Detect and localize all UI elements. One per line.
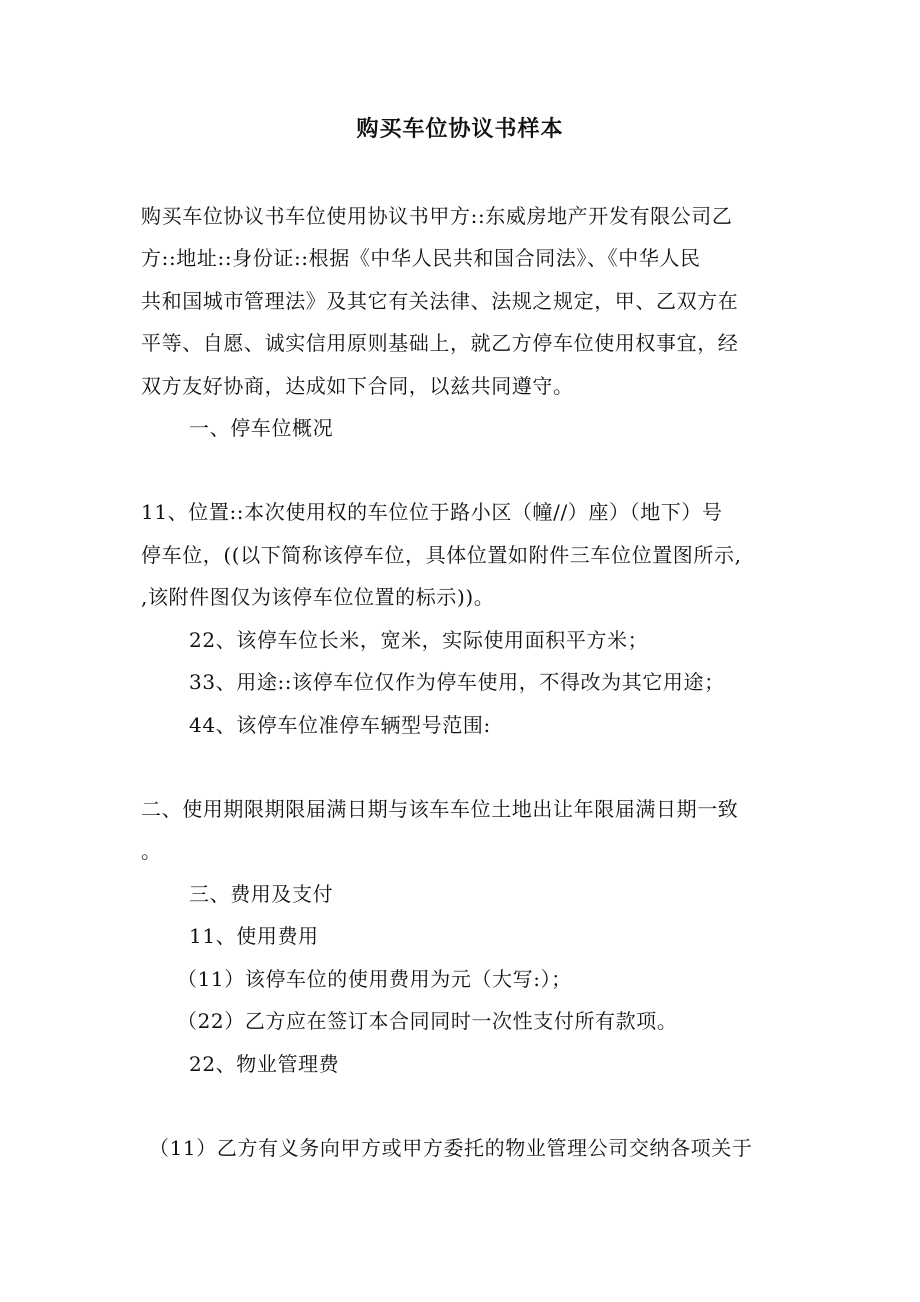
paragraph-line: ,该附件图仅为该停车位位置的标示))。 bbox=[141, 585, 495, 609]
paragraph-line: 购买车位协议书车位使用协议书甲方::东威房地产开发有限公司乙 bbox=[141, 204, 733, 228]
section-heading: 一、停车位概况 bbox=[189, 416, 334, 440]
section-heading: 二、使用期限期限届满日期与该车车位土地出让年限届满日期一致 bbox=[141, 797, 739, 821]
paragraph-line: 方::地址::身份证::根据《中华人民共和国合同法》、《中华人民 bbox=[141, 246, 701, 270]
paragraph-line: 双方友好协商，达成如下合同，以兹共同遵守。 bbox=[141, 374, 574, 398]
paragraph-line: （11）乙方有义务向甲方或甲方委托的物业管理公司交纳各项关于 bbox=[149, 1136, 753, 1160]
paragraph-line: 停车位，((以下简称该停车位，具体位置如附件三车位位置图所示, bbox=[141, 543, 742, 567]
paragraph-line: （22）乙方应在签订本合同同时一次性支付所有款项。 bbox=[177, 1009, 678, 1033]
paragraph-line: 。 bbox=[141, 839, 162, 863]
paragraph-line: 共和国城市管理法》及其它有关法律、法规之规定，甲、乙双方在 bbox=[141, 289, 739, 313]
section-heading: 三、费用及支付 bbox=[189, 882, 334, 906]
paragraph-line: （11）该停车位的使用费用为元（大写:）； bbox=[177, 967, 572, 991]
paragraph-line: 11、使用费用 bbox=[189, 924, 319, 948]
paragraph-line: 22、该停车位长米，宽米，实际使用面积平方米； bbox=[189, 628, 649, 652]
paragraph-line: 22、物业管理费 bbox=[189, 1052, 340, 1076]
paragraph-line: 平等、自愿、诚实信用原则基础上，就乙方停车位使用权事宜，经 bbox=[141, 331, 739, 355]
paragraph-line: 11、位置::本次使用权的车位位于路小区（幢//）座）（地下）号 bbox=[141, 500, 723, 524]
paragraph-line: 44、该停车位准停车辆型号范围: bbox=[189, 713, 491, 737]
paragraph-line: 33、用途::该停车位仅作为停车使用，不得改为其它用途； bbox=[189, 670, 725, 694]
document-title: 购买车位协议书样本 bbox=[356, 116, 564, 142]
